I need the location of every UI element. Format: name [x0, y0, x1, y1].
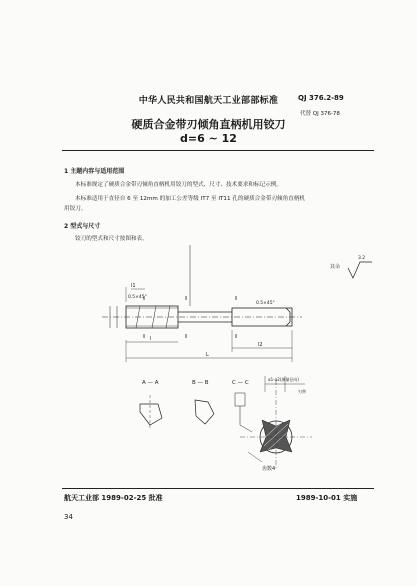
standard-number: QJ 376.2-89 [298, 94, 344, 102]
angle-measure-label: α1-α2(测量径向) [268, 377, 299, 382]
document-subtitle: d=6 ~ 12 [180, 132, 237, 145]
document-title: 硬质合金带刃倾角直柄机用铰刀 [131, 118, 286, 131]
dim-l: l [150, 336, 152, 342]
section-2-paragraph: 铰刀的型式和尺寸按图和表。 [75, 236, 148, 242]
section-1-heading: 1 主题内容与适用范围 [64, 168, 125, 175]
section-1-paragraph-2-line-2: 用铰刀。 [64, 206, 87, 212]
section-1-paragraph-2-line-1: 本标准适用于直径自 6 至 12mm 的加工公差等级 IT7 至 IT11 孔的硬质合金带刃倾角直柄机 [75, 196, 306, 202]
blade-land-label: 刃带 [298, 389, 306, 394]
roughness-value: 3.2 [358, 256, 366, 261]
approval-date: 航天工业部 1989-02-25 批准 [64, 494, 163, 502]
ministry-heading: 中华人民共和国航天工业部部标准 [138, 96, 279, 106]
chamfer-right-label: 0.5×45° [256, 301, 275, 306]
section-aa-label: A — A [142, 380, 159, 386]
section-2-heading: 2 型式与尺寸 [64, 223, 101, 230]
effective-date: 1989-10-01 实施 [296, 494, 358, 502]
footer-rule [62, 488, 374, 489]
section-cc-label: C — C [232, 380, 249, 386]
dim-l2: l2 [258, 342, 263, 348]
tooth-count-label: 齿数4 [262, 466, 276, 472]
replaces-standard: 代替 QJ 376-78 [300, 111, 340, 117]
dim-L: L [206, 352, 209, 358]
dim-l1: l1 [131, 283, 136, 289]
page-number: 34 [64, 513, 73, 521]
section-bb-label: B — B [192, 380, 209, 386]
section-1-paragraph-1: 本标准规定了硬质合金带刃倾角直柄机用铰刀的型式、尺寸、技术要求和标记示例。 [75, 182, 282, 188]
surface-mark-label: 其余 [330, 264, 341, 270]
chamfer-left-label: 0.5×45° [128, 295, 147, 300]
